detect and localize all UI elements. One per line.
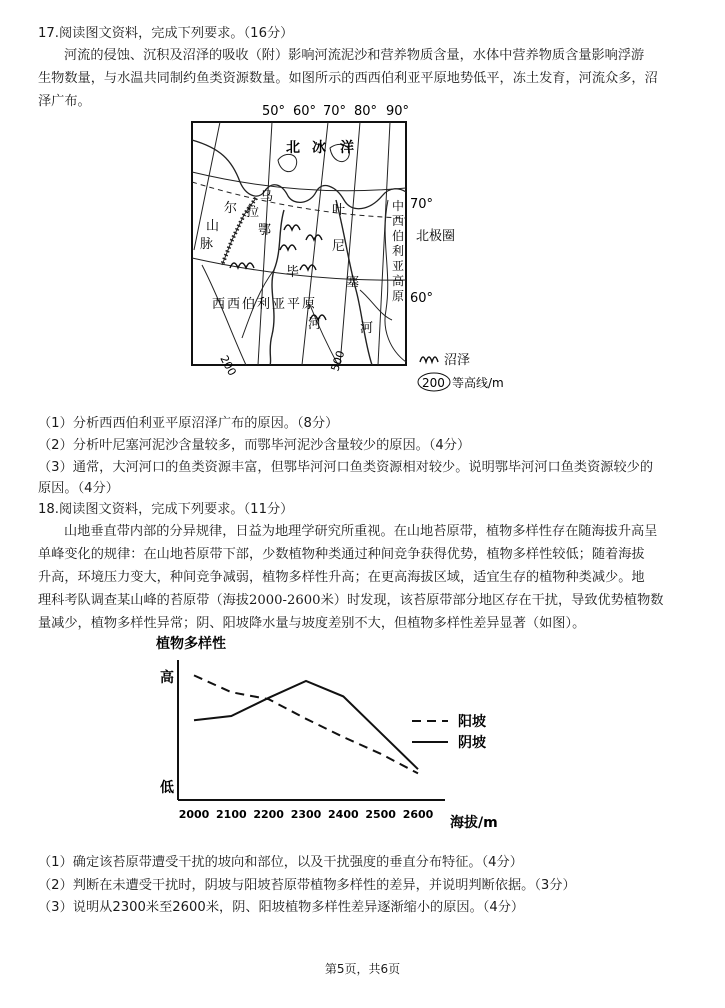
q18-intro-line-4: 理科考队调查某山峰的苔原带（海拔2000-2600米）时发现，该苔原带部分地区存在干扰，导致优势植物数 (38, 593, 664, 608)
map-yenisei-char: 叶 (332, 203, 346, 218)
map-plateau-char: 中 (392, 199, 405, 213)
x-tick-label: 2500 (365, 808, 396, 821)
legend-shady-label: 阴坡 (458, 735, 486, 751)
map-ural-char: 尔 (224, 201, 238, 216)
x-tick-label: 2400 (328, 808, 359, 821)
map-ural-char: 乌 (260, 189, 274, 204)
map-frame (192, 122, 406, 365)
map-yenisei-char: 尼 (332, 239, 346, 254)
map-ocean-char: 洋 (340, 140, 354, 156)
map-lon-label-90: 90° (386, 104, 410, 119)
legend-contour-label: 等高线/m (452, 376, 504, 390)
map-plateau-char: 西 (392, 214, 405, 228)
q17-sub-2: （2）分析叶尼塞河泥沙含量较多，而鄂毕河泥沙含量较少的原因。（4分） (38, 438, 471, 453)
map-plateau-char: 高 (392, 274, 405, 288)
diversity-chart (140, 630, 520, 840)
q18-intro-line-5: 量减少，植物多样性异常；阴、阳坡降水量与坡度差别不大，但植物多样性差异显著（如图）。 (38, 616, 586, 631)
map-lon-label-70: 70° (323, 104, 347, 119)
map-plain-label: 西西伯利亚平原 (212, 297, 318, 312)
map-ocean-char: 冰 (312, 140, 326, 156)
legend-contour-value: 200 (422, 376, 445, 390)
map-lon-label-80: 80° (354, 104, 378, 119)
map-contour-500-label: 500 (328, 348, 348, 373)
legend-sunny-label: 阳坡 (458, 714, 486, 730)
legend-swamp-symbol (420, 357, 438, 362)
q18-intro-line-2: 单峰变化的规律：在山地苔原带下部，少数植物种类通过种间竞争获得优势，植物多样性较低；随着海拔 (38, 547, 645, 562)
q18-sub-3: （3）说明从2300米至2600米，阴、阳坡植物多样性差异逐渐缩小的原因。（4分） (38, 900, 525, 915)
map-river-char: 河 (308, 317, 322, 332)
map-ob-char: 鄂 (258, 223, 272, 238)
series-line-sunny-slope (194, 675, 418, 773)
q17-sub-3-cont: 原因。（4分） (38, 481, 119, 496)
map-ural-char: 山 (206, 219, 220, 234)
map-ob-char: 毕 (286, 265, 300, 280)
q18-header: 18.阅读图文资料，完成下列要求。（11分） (38, 502, 294, 517)
map-plateau-char: 原 (392, 289, 405, 303)
map-plateau-char: 伯 (392, 229, 405, 243)
chart-title: 植物多样性 (156, 636, 226, 652)
map-ural-char: 脉 (200, 237, 214, 252)
west-siberia-map (160, 100, 504, 400)
q17-sub-3: （3）通常，大河河口的鱼类资源丰富，但鄂毕河河口鱼类资源相对较少。说明鄂毕河河口鱼类资源较少的 (38, 460, 654, 475)
chart-x-label: 海拔/m (450, 815, 498, 831)
chart-y-high-label: 高 (160, 670, 174, 686)
x-tick-label: 2300 (290, 808, 322, 821)
q18-intro-line-3: 升高，环境压力变大，种间竞争减弱，植物多样性升高；在更高海拔区域，适宜生存的植物种类减少。地 (38, 570, 645, 585)
q17-intro-line-3: 泽广布。 (38, 94, 91, 109)
x-tick-label: 2100 (216, 808, 247, 821)
q17-intro-line-1: 河流的侵蚀、沉积及沼泽的吸收（附）影响河流泥沙和营养物质含量，水体中营养物质含量影响浮游 (64, 48, 645, 63)
map-yenisei-char: 塞 (346, 275, 360, 290)
map-ocean-char: 北 (286, 140, 300, 156)
q18-sub-1: （1）确定该苔原带遭受干扰的坡向和部位，以及干扰强度的垂直分布特征。（4分） (38, 855, 523, 870)
map-lat-70-label: 70° (410, 197, 434, 212)
x-tick-label: 2200 (253, 808, 284, 821)
q17-sub-1: （1）分析西西伯利亚平原沼泽广布的原因。（8分） (38, 416, 339, 431)
series-line-shady-slope (194, 681, 418, 769)
x-tick-label: 2600 (402, 808, 434, 821)
q18-sub-2: （2）判断在未遭受干扰时，阴坡与阳坡苔原带植物多样性的差异，并说明判断依据。（3分） (38, 878, 576, 893)
map-lon-label-50: 50° (262, 104, 286, 119)
map-river-char: 河 (360, 321, 374, 336)
q17-intro-line-2: 生物数量，与水温共同制约鱼类资源数量。如图所示的西西伯利亚平原地势低平，冻土发育，河流众多，沼 (38, 71, 658, 86)
map-arctic-circle-label: 北极圈 (416, 229, 456, 244)
legend-swamp-label: 沼泽 (444, 353, 471, 368)
map-lon-label-60: 60° (293, 104, 317, 119)
page-footer: 第5页，共6页 (324, 962, 401, 976)
q18-intro-line-1: 山地垂直带内部的分异规律，日益为地理学研究所重视。在山地苔原带，植物多样性存在随海拔升高呈 (64, 524, 658, 539)
map-plateau-char: 亚 (392, 259, 405, 273)
q17-header: 17.阅读图文资料，完成下列要求。（16分） (38, 26, 294, 41)
map-ural-char: 拉 (246, 205, 260, 220)
map-contour-200-label: 200 (217, 353, 239, 378)
map-plateau-char: 利 (392, 244, 405, 258)
x-tick-label: 2000 (178, 808, 210, 821)
chart-y-low-label: 低 (160, 780, 174, 796)
map-lat-60-label: 60° (410, 291, 434, 306)
